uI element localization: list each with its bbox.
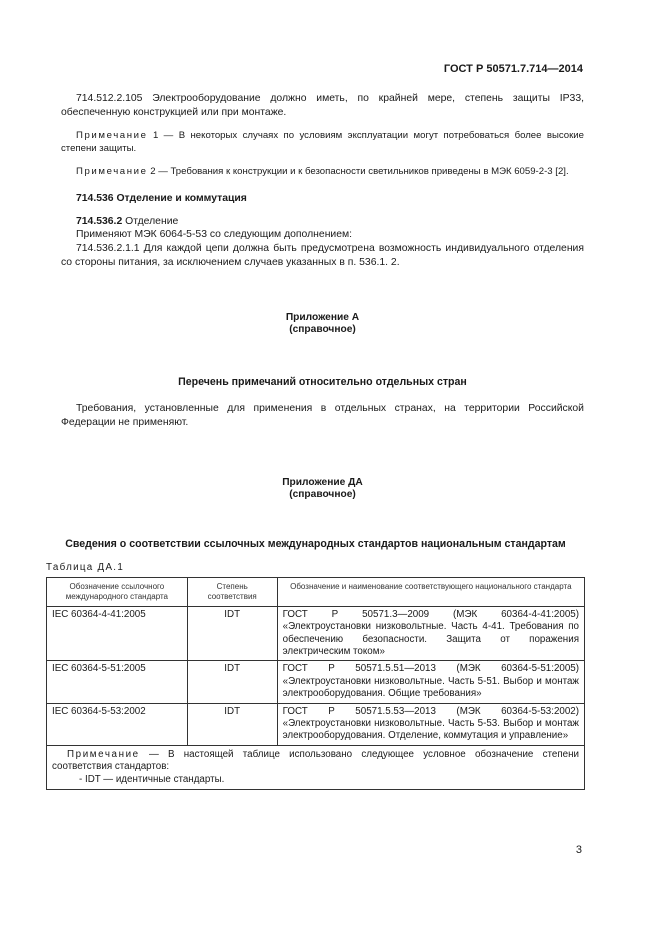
header-degree: Степень соответствия — [187, 578, 277, 607]
appendix-a-subtitle: (справочное) — [289, 324, 356, 335]
table-note-item: - IDT — идентичные стандарты. — [79, 773, 225, 785]
appendix-a-text: Требования, установленные для применения в отдельных странах, на территории Российской Федерации не применяют. — [61, 403, 584, 428]
cell-degree: IDT — [187, 606, 277, 661]
appendix-a-title: Приложение А — [285, 312, 360, 323]
paragraph-apply: Применяют МЭК 6064-5-53 со следующим дополнением: — [76, 229, 353, 241]
table-row — [47, 606, 585, 661]
cell-national-standard: ГОСТ Р 50571.5.53—2013 (МЭК 60364-5-53:2002) «Электроустановки низковольтные. Часть 5-53. Выбор и монтаж электрооборудования. Отделение, коммутация и управление» — [277, 703, 584, 745]
note-2-label: Примечание — [76, 166, 148, 178]
page-number: 3 — [575, 844, 582, 856]
cell-intl-standard: IEC 60364-4-41:2005 — [47, 606, 188, 661]
appendix-a-heading: Перечень примечаний относительно отдельных стран — [178, 376, 467, 388]
correspondence-table — [46, 577, 585, 790]
table-row — [47, 703, 585, 745]
main-body — [61, 92, 584, 269]
table-header-row — [47, 578, 585, 607]
table-note — [47, 745, 585, 789]
cell-degree: IDT — [187, 703, 277, 745]
table-note-label: Примечание — [67, 748, 140, 760]
cell-national-standard: ГОСТ Р 50571.3—2009 (МЭК 60364-4-41:2005) «Электроустановки низковольтные. Часть 4-41. Требования по обеспечению безопасности. Защита от поражения электрическим током» — [277, 606, 584, 661]
document-id: ГОСТ Р 50571.7.714—2014 — [443, 63, 583, 75]
note-1 — [61, 129, 584, 155]
appendix-da-subtitle: (справочное) — [289, 489, 356, 500]
paragraph-isolation: 714.536.2.1.1 Для каждой цепи должна быть предусмотрена возможность индивидуального отделения со стороны питания, за исключением случаев указанных в п. 536.1. 2. — [61, 242, 584, 268]
table-note-text-line — [52, 749, 579, 774]
note-2-text: 2 — Требования к конструкции и к безопасности светильников приведены в МЭК 6059-2-3 [2]. — [147, 166, 569, 178]
cell-intl-standard: IEC 60364-5-51:2005 — [47, 661, 188, 703]
cell-degree: IDT — [187, 661, 277, 703]
table-note-text: — В настоящей таблице использовано следующее условное обозначение степени соответствия стандартов: — [52, 748, 579, 773]
note-2 — [61, 165, 584, 178]
subsection-name: Отделение — [122, 215, 179, 227]
appendix-da-heading: Сведения о соответствии ссылочных международных стандартов национальным стандартам — [65, 538, 566, 550]
appendix-da-title: Приложение ДА — [282, 477, 363, 488]
cell-intl-standard: IEC 60364-5-53:2002 — [47, 703, 188, 745]
table-note-row — [47, 745, 585, 789]
note-1-label: Примечание — [76, 130, 148, 142]
subsection-number: 714.536.2 — [76, 215, 123, 227]
paragraph-ip33: 714.512.2.105 Электрооборудование должно иметь, по крайней мере, степень защиты IP33, обеспеченную конструкцией или при монтаже. — [61, 93, 584, 118]
note-1-text: 1 — В некоторых случаях по условиям эксплуатации могут потребоваться более высокие степени защиты. — [61, 130, 584, 155]
cell-national-standard: ГОСТ Р 50571.5.51—2013 (МЭК 60364-5-51:2005) «Электроустановки низковольтные. Часть 5-51. Выбор и монтаж электрооборудования. Общие требования» — [277, 661, 584, 703]
subsection-title — [61, 215, 584, 229]
table-caption: Таблица ДА.1 — [46, 562, 125, 573]
appendix-a-text-block — [61, 402, 584, 429]
header-intl-standard: Обозначение ссылочного международного стандарта — [47, 578, 188, 607]
section-title: 714.536 Отделение и коммутация — [76, 193, 247, 205]
table-row — [47, 661, 585, 703]
header-national-standard: Обозначение и наименование соответствующего национального стандарта — [277, 578, 584, 607]
